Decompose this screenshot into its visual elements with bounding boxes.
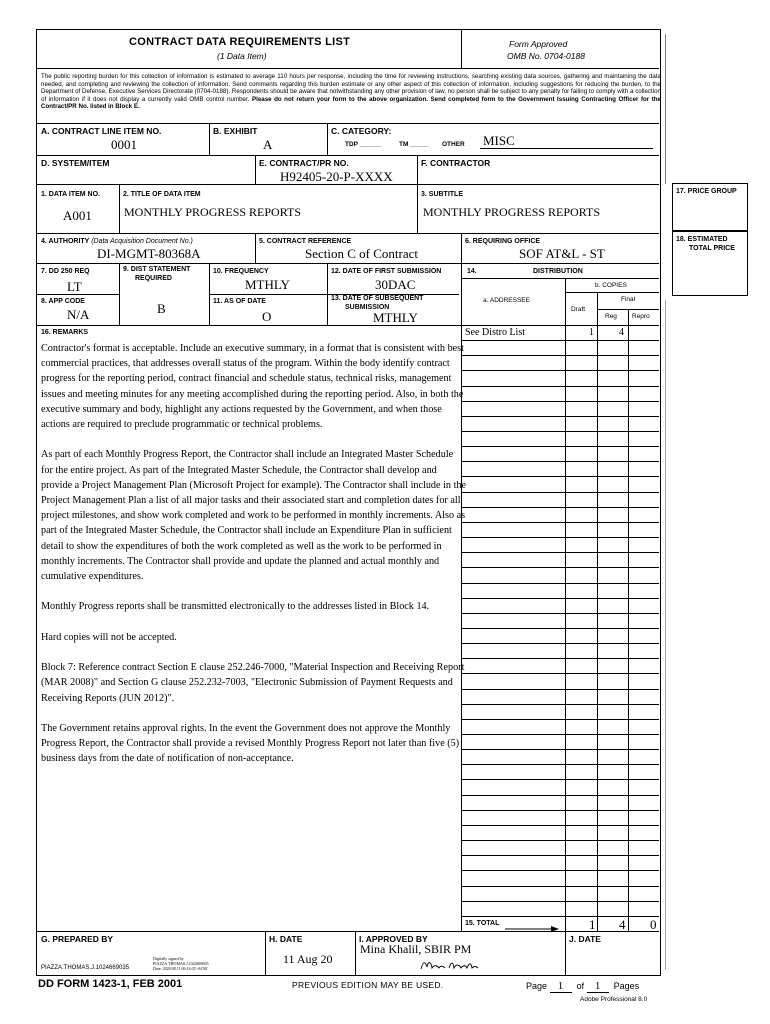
grid-row-line xyxy=(461,825,659,826)
grid-row-line xyxy=(461,552,659,553)
block-h-label: H. DATE xyxy=(269,934,303,944)
item8-label: 8. APP CODE xyxy=(41,298,85,305)
reg-label: Reg xyxy=(605,313,617,320)
divider xyxy=(255,155,256,184)
block-c-label: C. CATEGORY: xyxy=(331,126,392,136)
total-repro: 0 xyxy=(650,917,657,932)
draft-label: Draft xyxy=(571,306,586,313)
grid-row-line xyxy=(461,613,659,614)
grid-row-line xyxy=(461,461,659,462)
item8-value[interactable]: N/A xyxy=(67,307,90,322)
grid-row-line xyxy=(461,795,659,796)
item1-value[interactable]: A001 xyxy=(63,208,92,223)
item9-label-2: REQUIRED xyxy=(135,275,172,282)
block-g-label: G. PREPARED BY xyxy=(41,934,114,944)
grid-column-line xyxy=(628,325,629,931)
item7-label: 7. DD 250 REQ xyxy=(41,268,90,275)
item11-value[interactable]: O xyxy=(262,309,272,324)
item6-value[interactable]: SOF AT&L - ST xyxy=(519,246,605,261)
grid-row-line xyxy=(461,840,659,841)
grid-row-line xyxy=(461,416,659,417)
grid-row-line xyxy=(461,355,659,356)
estimated-price-box xyxy=(672,231,748,296)
divider xyxy=(265,931,266,975)
final-label: Final xyxy=(621,296,636,303)
digital-signature: Digitally signed by PIAZZA.THOMAS.J.1024669035 Date: 2020.08.11 06:16:35 -04'00' xyxy=(153,956,209,971)
grid-row-line xyxy=(461,658,659,659)
copies-label: b. COPIES xyxy=(595,282,627,289)
grid-row-line xyxy=(461,598,659,599)
item3-value[interactable]: MONTHLY PROGRESS REPORTS xyxy=(423,205,600,219)
item9-label-1: 9. DIST STATEMENT xyxy=(123,266,191,273)
remarks-text xyxy=(41,341,466,782)
divider xyxy=(628,309,629,325)
item13-label-1: 13. DATE OF SUBSEQUENT xyxy=(331,295,424,302)
notice-bold-text: Please do not return your form to the above organization. Send completed form to the Government Issuing Contracting Officer for the Contract/PR No. listed in Block E. xyxy=(41,95,661,111)
item18-label-2: TOTAL PRICE xyxy=(689,245,735,252)
block-i-label: I. APPROVED BY xyxy=(359,934,428,944)
divider xyxy=(327,123,328,155)
grid-row-line xyxy=(461,901,659,902)
grid-row-line xyxy=(461,628,659,629)
item5-label: 5. CONTRACT REFERENCE xyxy=(259,238,352,245)
grid-row-line xyxy=(461,492,659,493)
category-tm: TM _____ xyxy=(399,141,429,148)
grid-row-line xyxy=(461,401,659,402)
block-a-label: A. CONTRACT LINE ITEM NO. xyxy=(41,126,162,136)
remarks-paragraph: The Government retains approval rights. In the event the Government does not approve the Monthly Progress Report, the Contractor shall provide a revised Monthly Progress Report not later than five (5) business days from the date of notification of non-acceptance. xyxy=(41,723,460,765)
item1-label: 1. DATA ITEM NO. xyxy=(41,191,100,198)
divider xyxy=(37,68,659,69)
previous-edition: PREVIOUS EDITION MAY BE USED. xyxy=(292,980,444,990)
remarks-paragraph: Monthly Progress reports shall be transmitted electronically to the addresses listed in Block 14. xyxy=(41,601,430,613)
form-approved: Form Approved xyxy=(509,39,568,49)
page-counter: Page 1 of 1 Pages xyxy=(526,980,640,992)
omb-number: OMB No. 0704-0188 xyxy=(507,51,585,61)
block-a-value[interactable]: 0001 xyxy=(111,137,137,152)
grid-row-line xyxy=(461,340,659,341)
cdrl-form xyxy=(36,29,661,976)
divider xyxy=(565,931,566,975)
grid-row-line xyxy=(461,779,659,780)
item13-label-2: SUBMISSION xyxy=(345,304,390,311)
remarks-paragraph: Block 7: Reference contract Section E clause 252.246-7000, "Material Inspection and Receiving Report (MAR 2008)" and Section G clause 252.232-7003, "Electronic Submission of Payment Requests and Receiving Reports (JUN 2012)". xyxy=(41,662,465,704)
distribution-addressee[interactable]: See Distro List xyxy=(465,327,525,338)
software-note: Adobe Professional 8.0 xyxy=(580,996,648,1003)
grid-row-line xyxy=(461,855,659,856)
item12-label: 12. DATE OF FIRST SUBMISSION xyxy=(331,268,442,275)
divider xyxy=(461,30,462,68)
item7-value[interactable]: LT xyxy=(67,279,82,294)
block-b-label: B. EXHIBIT xyxy=(213,126,258,136)
grid-row-line xyxy=(461,522,659,523)
remarks-paragraph: Hard copies will not be accepted. xyxy=(41,631,177,643)
grid-row-line xyxy=(461,764,659,765)
divider xyxy=(461,278,659,279)
block-h-value[interactable]: 11 Aug 20 xyxy=(283,952,333,966)
grid-row-line xyxy=(461,386,659,387)
item18-label-1: 18. ESTIMATED xyxy=(676,236,728,243)
grid-row-line xyxy=(461,643,659,644)
grid-row-line xyxy=(461,431,659,432)
item5-value[interactable]: Section C of Contract xyxy=(305,246,419,261)
divider xyxy=(565,292,659,293)
grid-row-line xyxy=(461,507,659,508)
item4-value[interactable]: DI-MGMT-80368A xyxy=(97,246,201,261)
distribution-reg[interactable]: 4 xyxy=(619,327,624,338)
total-reg: 4 xyxy=(619,917,626,932)
item15-label: 15. TOTAL xyxy=(465,920,500,927)
item17-label: 17. PRICE GROUP xyxy=(676,188,737,195)
divider xyxy=(37,155,659,156)
item11-label: 11. AS OF DATE xyxy=(213,298,266,305)
grid-column-line xyxy=(565,325,566,931)
approver-signature xyxy=(415,957,495,973)
burden-notice xyxy=(41,73,661,111)
page-total: 1 xyxy=(587,980,609,993)
block-f-label: F. CONTRACTOR xyxy=(421,158,491,168)
divider xyxy=(37,294,119,295)
grid-row-line xyxy=(461,567,659,568)
divider xyxy=(417,184,418,233)
page-number: 1 xyxy=(550,980,572,993)
item10-value[interactable]: MTHLY xyxy=(245,277,290,292)
addressee-label: a. ADDRESSEE xyxy=(483,297,530,304)
grid-row-line xyxy=(461,370,659,371)
grid-row-line xyxy=(461,537,659,538)
edge-line xyxy=(665,34,666,184)
distribution-draft[interactable]: 1 xyxy=(589,327,594,338)
divider xyxy=(209,123,210,155)
item16-label: 16. REMARKS xyxy=(41,329,89,336)
grid-row-line xyxy=(461,673,659,674)
remarks-paragraph: Contractor's format is acceptable. Include an executive summary, in a format that is consistent with best commercial practices, that addresses overall status of the program. Within the body identify contract progress for the reporting period, contract financial and schedule status, technical risks, management issues and meeting minutes for any meeting accomplished during the reporting period. Also, in both the executive summary and body, highlight any actions requested by the Government, and when those actions are required to preclude programmatic or technical problems. xyxy=(41,343,464,431)
divider xyxy=(327,263,328,325)
divider xyxy=(255,233,256,263)
item14-label: 14. xyxy=(467,268,477,275)
grid-row-line xyxy=(461,886,659,887)
category-value[interactable]: MISC xyxy=(480,134,653,149)
notice-text: The public reporting burden for this collection of information is estimated to average 110 hours per response, including the time for reviewing instructions, searching existing data sources, gathering and maintaining the data needed, and completing and reviewing the collection of information. Send comments regarding this burden estimate or any other aspect of this collection of information, including suggestions for reducing the burden, to the Department of Defense, Executive Services Directorate (0704-0188). Respondents should be aware that notwithstanding any other provision of law, no person shall be subject to any penalty for failing to comply with a collection of information if it does not display a currently valid OMB control number. xyxy=(41,73,661,103)
grid-row-line xyxy=(461,476,659,477)
edge-line xyxy=(665,300,666,970)
grid-row-line xyxy=(461,704,659,705)
grid-row-line xyxy=(461,446,659,447)
divider xyxy=(37,184,659,185)
block-j-label: J. DATE xyxy=(569,934,601,944)
item2-label: 2. TITLE OF DATA ITEM xyxy=(123,191,201,198)
divider xyxy=(461,263,462,325)
divider xyxy=(119,184,120,233)
item13-value[interactable]: MTHLY xyxy=(373,310,418,325)
item10-label: 10. FREQUENCY xyxy=(213,268,269,275)
block-e-value[interactable]: H92405-20-P-XXXX xyxy=(280,169,393,184)
divider xyxy=(565,278,566,325)
block-b-value[interactable]: A xyxy=(263,137,273,152)
divider xyxy=(37,263,659,264)
prepared-by-name: PIAZZA.THOMAS.J.1024669035 xyxy=(41,965,130,971)
divider xyxy=(461,233,462,263)
price-group-box xyxy=(672,183,748,231)
item6-label: 6. REQUIRING OFFICE xyxy=(465,238,541,245)
divider xyxy=(417,155,418,184)
grid-row-line xyxy=(461,810,659,811)
divider xyxy=(37,233,659,234)
item12-value[interactable]: 30DAC xyxy=(375,277,416,292)
grid-row-line xyxy=(461,734,659,735)
grid-column-line xyxy=(597,325,598,931)
grid-row-line xyxy=(461,689,659,690)
block-e-label: E. CONTRACT/PR NO. xyxy=(259,158,349,168)
form-number: DD FORM 1423-1, FEB 2001 xyxy=(38,978,183,990)
block-i-value[interactable]: Mina Khalil, SBIR PM xyxy=(360,942,472,956)
distribution-label: DISTRIBUTION xyxy=(533,268,583,275)
total-draft: 1 xyxy=(589,917,596,932)
grid-row-line xyxy=(461,870,659,871)
divider xyxy=(119,263,120,325)
block-d-label: D. SYSTEM/ITEM xyxy=(41,158,110,168)
grid-row-line xyxy=(461,749,659,750)
item2-value[interactable]: MONTHLY PROGRESS REPORTS xyxy=(124,205,301,219)
item4-label: 4. AUTHORITY (Data Acquisition Document No.) xyxy=(41,238,193,245)
remarks-paragraph: As part of each Monthly Progress Report, the Contractor shall include an Integrated Master Schedule for the entire project. As part of the Integrated Master Schedule, the Contractor shall develop and provide a Project Management Plan (Microsoft Project for example). The Contractor shall include in the Project Management Plan a list of all major tasks and their associated start and completion dates for all project milestones, and show work completed and work to be performed in monthly increments. Also as part of the Integrated Master Schedule, the Contractor shall include an Expenditure Plan in sufficient detail to show the expenditures of both the work completed as well as the work to be performed in monthly increments. The Contractor shall provide and update the planned and actual monthly and cumulative expenditures. xyxy=(41,449,467,583)
category-tdp: TDP ______ xyxy=(345,141,382,148)
form-subtitle: (1 Data Item) xyxy=(217,51,267,61)
category-other: OTHER xyxy=(442,141,465,148)
item3-label: 3. SUBTITLE xyxy=(421,191,464,198)
form-title: CONTRACT DATA REQUIREMENTS LIST xyxy=(129,36,351,48)
grid-row-line xyxy=(461,583,659,584)
divider xyxy=(461,916,659,917)
divider xyxy=(37,123,659,124)
arrow-right-icon xyxy=(505,919,559,925)
grid-row-line xyxy=(461,719,659,720)
item9-value[interactable]: B xyxy=(157,301,166,316)
repro-label: Repro xyxy=(632,313,650,320)
divider xyxy=(355,931,356,975)
